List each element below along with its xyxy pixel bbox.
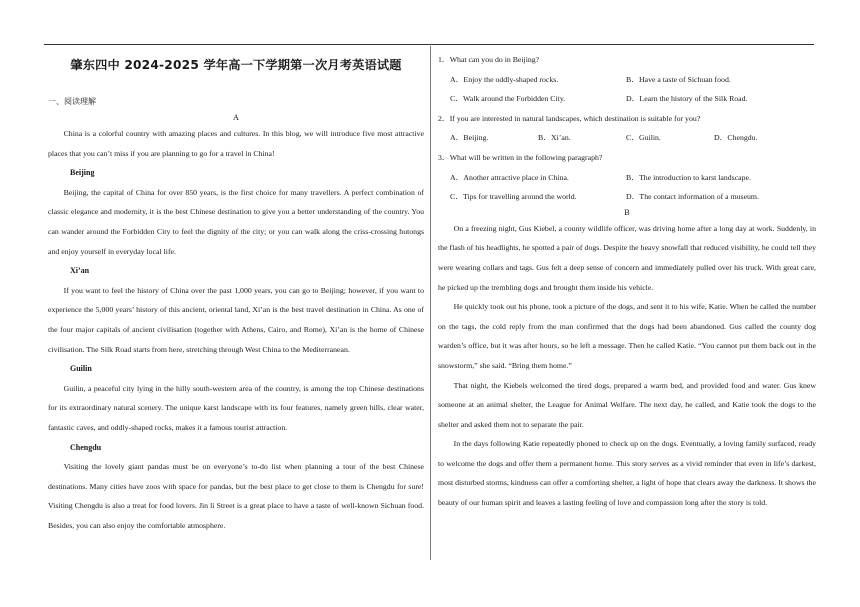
top-rule — [44, 44, 814, 45]
question-3-option-d: D．The contact information of a museum. — [626, 192, 759, 202]
section-text-guilin: Guilin, a peaceful city lying in the hilly south-western area of the country, is among the top Chinese destinations for its extraordinary natural scenery. The unique karst landscape with its four features, namely green hills, clear water, fantastic caves, and oddly-shaped rocks, makes it a famous tourist attraction. — [48, 383, 424, 432]
question-3-options-row-1 — [438, 168, 816, 188]
question-2-options-row — [438, 128, 816, 148]
passage-b-label: B — [624, 207, 630, 217]
section-text-xian: If you want to feel the history of China over the past 1,000 years, you can go to Beijing; however, if you want to experience the 5,000 years’ history of this ancient, oriental land, Xi’an is the best travel destination in China. As one of the four major capitals of ancient civilisation (together with Athens, Cairo, and Rome), Xi’an is the home of Chinese civilisation. The Silk Road starts from here, stretching through West China to the Mediterranean. — [48, 285, 424, 354]
section-heading: 一、阅读理解 — [48, 97, 96, 106]
question-1-option-c: C．Walk around the Forbidden City. — [450, 94, 566, 104]
page-title: 肇东四中 2024-2025 学年高一下学期第一次月考英语试题 — [70, 58, 402, 72]
column-divider — [430, 46, 431, 560]
passage-a-intro: China is a colorful country with amazing places and cultures. In this blog, we will introduce five most attractive places that you can’t miss if you are planning to go for a travel in China! — [48, 129, 424, 158]
left-column — [48, 50, 424, 535]
question-2-option-d: D．Chengdu. — [714, 133, 758, 143]
question-2-option-a: A．Beijing. — [450, 133, 489, 143]
question-3-options-row-2 — [438, 187, 816, 207]
section-heading-chengdu: Chengdu — [70, 442, 102, 452]
question-2-option-b: B．Xi’an. — [538, 133, 571, 143]
question-3-option-b: B．The introduction to karst landscape. — [626, 172, 751, 182]
question-1-stem: 1．What can you do in Beijing? — [438, 55, 540, 64]
passage-b-paragraph-1: On a freezing night, Gus Kiebel, a county wildlife officer, was driving home after a long day at work. Suddenly, in the flash of his headlights, he spotted a pair of dogs. Despite the heavy snowfall that reduced visibility, he could tell they were wearing collars and tags. Gus felt a deep sense of concern and immediately pulled over his truck. With great care, he picked up the trembling dogs and brought them inside his vehicle. — [438, 223, 816, 292]
passage-b-paragraph-2: He quickly took out his phone, took a picture of the dogs, and sent it to his wife, Katie. When he called the number on the tags, the cold reply from the man confirmed that the dogs had been abandoned. Gus called the county dog warden’s office, but it was after hours, so he left a message. Then he called Katie. “You cannot put them back out in the snowstorm,” she said. “Bring them home.” — [438, 302, 816, 370]
question-1-options-row-2 — [438, 89, 816, 109]
passage-b-paragraph-3: That night, the Kiebels welcomed the tired dogs, prepared a warm bed, and provided food and water. Gus knew someone at an animal shelter, the League for Animal Welfare. The next day, he called, and Katie took the dogs to the shelter and asked them not to separate the pair. — [438, 380, 816, 429]
section-heading-beijing: Beijing — [70, 168, 95, 178]
section-text-chengdu: Visiting the lovely giant pandas must be on everyone’s to-do list when planning a tour of the best Chinese destinations. Many cities have zoos with space for pandas, but the best place to get close to them is Chengdu for sure! Visiting Chengdu is also a treat for food lovers. Jin li Street is a great place to have a taste of well-known Sichuan food. Besides, you can also enjoy the comfortable atmosphere. — [48, 462, 424, 530]
question-1-options-row-1 — [438, 70, 816, 90]
question-2-stem: 2．If you are interested in natural landscapes, which destination is suitable for you? — [438, 113, 701, 123]
question-1-option-b: B．Have a taste of Sichuan food. — [626, 74, 731, 84]
question-3-stem: 3．What will be written in the following paragraph? — [438, 152, 603, 162]
section-heading-xian: Xi’an — [70, 266, 90, 276]
right-column — [438, 50, 816, 513]
passage-b-paragraph-4: In the days following Katie repeatedly phoned to check up on the dogs. Eventually, a loving family surfaced, ready to welcome the dogs and offer them a permanent home. This story serves as a vivid reminder that even in life’s darkest, most disturbed storms, kindness can offer a comforting shelter, a light of hope that clears away the darkness. It shows the beauty of our human spirit and leaves a lasting feeling of love and compassion long after the story is told. — [438, 439, 816, 508]
section-heading-guilin: Guilin — [70, 364, 92, 374]
question-3-option-c: C．Tips for travelling around the world. — [450, 192, 577, 202]
question-1-option-d: D．Learn the history of the Silk Road. — [626, 94, 748, 104]
question-1-option-a: A．Enjoy the oddly-shaped rocks. — [450, 74, 559, 84]
passage-a-label: A — [233, 113, 239, 122]
question-3-option-a: A．Another attractive place in China. — [450, 172, 569, 182]
section-text-beijing: Beijing, the capital of China for over 850 years, is the first choice for many travellers. A perfect combination of classic elegance and modernity, it is the best Chinese destination to give you a better understanding of the country. You can wander around the Forbidden City to feel the dignity of the city; or you can walk along the criss-crossing hutongs and enjoy yourself in everyday local life. — [48, 187, 424, 256]
question-2-option-c: C．Guilin. — [626, 133, 661, 143]
